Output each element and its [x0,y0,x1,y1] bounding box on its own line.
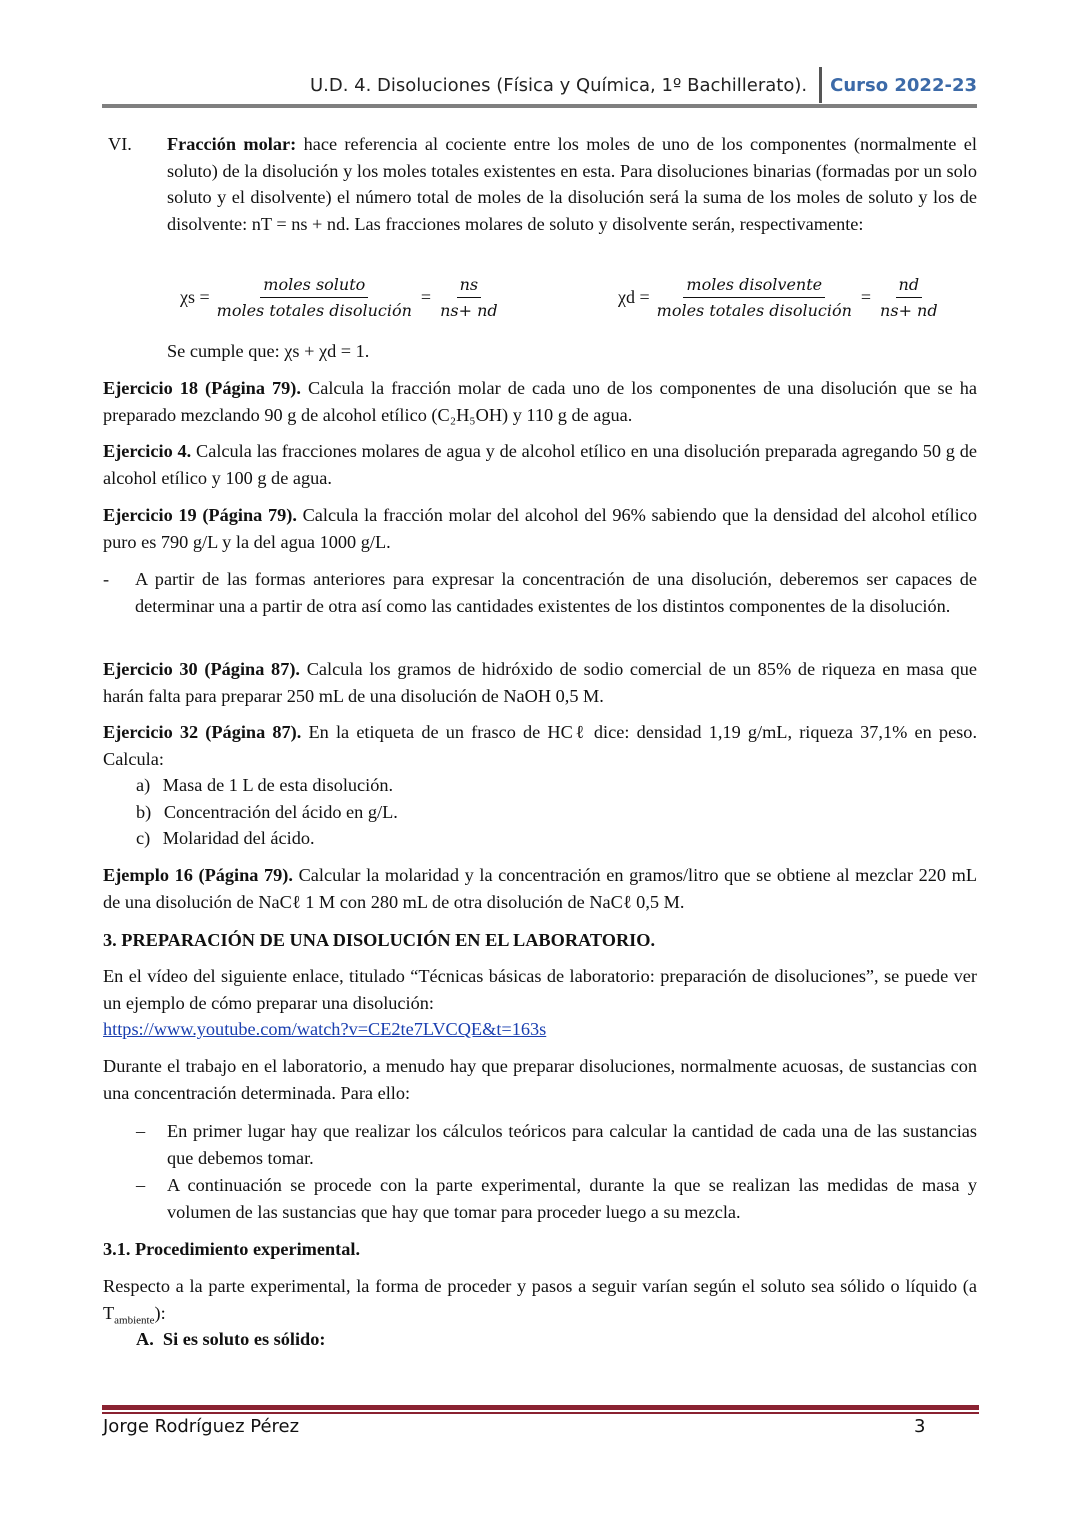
procedure-text-b: ): [154,1302,166,1323]
exercise-4-label: Ejercicio 4. [103,441,192,461]
exercise-32-item-a [136,772,393,799]
section-3-1-title: 3.1. Procedimiento experimental. [103,1239,361,1259]
formula-solvent-den: moles totales disolución [656,301,852,320]
formula-solvent [618,275,945,320]
exercise-18-text: Calcula la fracción molar de cada uno de los componentes de una disolución que se ha preparado mezclando 90 g de alcohol etílico (C₂H₅OH) y 110 g de agua. [103,378,978,425]
exercise-30 [103,656,977,709]
exercise-18 [103,375,977,428]
formula-solute-symbol: χs = [180,287,210,307]
note-dash: - [103,569,110,589]
section-vi-text: hace referencia al cociente entre los moles de uno de los componentes (normalmente el soluto) de la disolución y los moles totales existentes en esta. Para disoluciones binarias (formadas por un solo soluto y el disolvente) el número total de moles de la disolución será la suma de los moles de soluto y los de disolvente: nT = ns + nd. Las fracciones molares de soluto y disolvente serán, respectivamente: [167,134,977,234]
item-letter: b) [136,802,152,822]
section-vi-term: Fracción molar: [167,134,297,154]
item-text: Concentración del ácido en g/L. [163,802,398,822]
video-paragraph: En el vídeo del siguiente enlace, titulado “Técnicas básicas de laboratorio: preparación de disoluciones”, se puede ver un ejemplo de cómo preparar una disolución: [103,966,977,1013]
equals-sign: = [860,287,872,307]
footer-rule-thin [102,1412,979,1414]
section-vi-paragraph [167,131,977,237]
page-number: 3 [914,1416,926,1437]
formula-solute-fraction [214,275,415,320]
item-text: Masa de 1 L de esta disolución. [162,775,394,795]
exercise-19-label: Ejercicio 19 (Página 79). [103,505,297,525]
item-letter: c) [136,828,151,848]
formula-solute-num2: ns [457,275,482,298]
item-text: Molaridad del ácido. [162,828,315,848]
equals-sign: = [420,287,432,307]
example-16 [103,862,977,915]
exercise-19 [103,502,977,555]
exercise-30-text: Calcula los gramos de hidróxido de sodio comercial de un 85% de riqueza en masa que harán falta para preparar 250 mL de una disolución de NaOH 0,5 M. [103,659,977,706]
exercise-18-label: Ejercicio 18 (Página 79). [103,378,301,398]
example-16-label: Ejemplo 16 (Página 79). [103,865,293,885]
header-course: Curso 2022-23 [830,74,977,96]
exercise-32-item-b [136,799,398,826]
exercise-32 [103,719,977,772]
footer-rule [102,1405,979,1410]
procedure-paragraph [103,1273,977,1334]
formula-solvent-fraction [654,275,855,320]
exercise-30-label: Ejercicio 30 (Página 87). [103,659,300,679]
lab-intro-paragraph: Durante el trabajo en el laboratorio, a menudo hay que preparar disoluciones, normalmente acuosas, de sustancias con una concentración determinada. Para ello: [103,1056,977,1103]
bullet-item-1: En primer lugar hay que realizar los cálculos teóricos para calcular la cantidad de cada una de las sustancias que debemos tomar. [167,1121,977,1168]
section-numeral: VI. [108,134,132,154]
bullet-mark: – [136,1121,146,1141]
note-text: A partir de las formas anteriores para expresar la concentración de una disolución, deberemos ser capaces de determinar una a partir de otra así como las cantidades existentes de los distintos componentes de la disolución. [135,569,977,616]
formula-solute-den2: ns+ nd [440,301,498,320]
header-rule [102,104,977,108]
formula-solvent-fraction2 [877,275,941,320]
exercise-32-item-c [136,825,315,852]
exercise-19-text: Calcula la fracción molar del alcohol del 96% sabiendo que la densidad del alcohol etílico puro es 790 g/L y la del agua 1000 g/L. [103,505,977,552]
video-link[interactable]: https://www.youtube.com/watch?v=CE2te7LVCQE&t=163s [103,1019,547,1039]
formula-solvent-symbol: χd = [618,287,650,307]
item-letter: a) [136,775,151,795]
section-3-title: 3. PREPARACIÓN DE UNA DISOLUCIÓN EN EL LABORATORIO. [103,930,656,950]
formula-solute-den: moles totales disolución [216,301,412,320]
procedure-subscript: ambiente [114,1314,155,1327]
exercise-4 [103,438,977,491]
page-header [310,70,977,100]
example-16-text: Calcular la molaridad y la concentración en gramos/litro que se obtiene al mezclar 220 mL de una disolución de NaCℓ 1 M con 280 mL de otra disolución de NaCℓ 0,5 M. [103,865,977,912]
bullet-mark: – [136,1175,146,1195]
bullet-item-2: A continuación se procede con la parte experimental, durante la que se realizan las medidas de masa y volumen de las sustancias que hay que tomar para proceder luego a su mezcla. [167,1175,977,1222]
formula-solvent-den2: ns+ nd [880,301,938,320]
subsection-a-title: A. Si es soluto es sólido: [136,1329,326,1349]
formula-solvent-num: moles disolvente [683,275,825,298]
formula-solute [180,275,505,320]
exercise-32-text: En la etiqueta de un frasco de HCℓ dice: densidad 1,19 g/mL, riqueza 37,1% en peso. Calcula: [103,722,978,769]
formula-solute-num: moles soluto [260,275,368,298]
mole-fraction-identity: Se cumple que: χs + χd = 1. [167,341,370,361]
procedure-text-a: Respecto a la parte experimental, la forma de proceder y pasos a seguir varían según el soluto sea sólido o líquido (a T [103,1276,977,1323]
header-title: U.D. 4. Disoluciones (Física y Química, 1º Bachillerato). [309,74,808,96]
formula-solvent-num2: nd [896,275,923,298]
exercise-32-label: Ejercicio 32 (Página 87). [103,722,302,742]
formula-solute-fraction2 [437,275,501,320]
exercise-4-text: Calcula las fracciones molares de agua y de alcohol etílico en una disolución preparada agregando 50 g de alcohol etílico y 100 g de agua. [103,441,977,488]
footer-author: Jorge Rodríguez Pérez [103,1416,300,1437]
